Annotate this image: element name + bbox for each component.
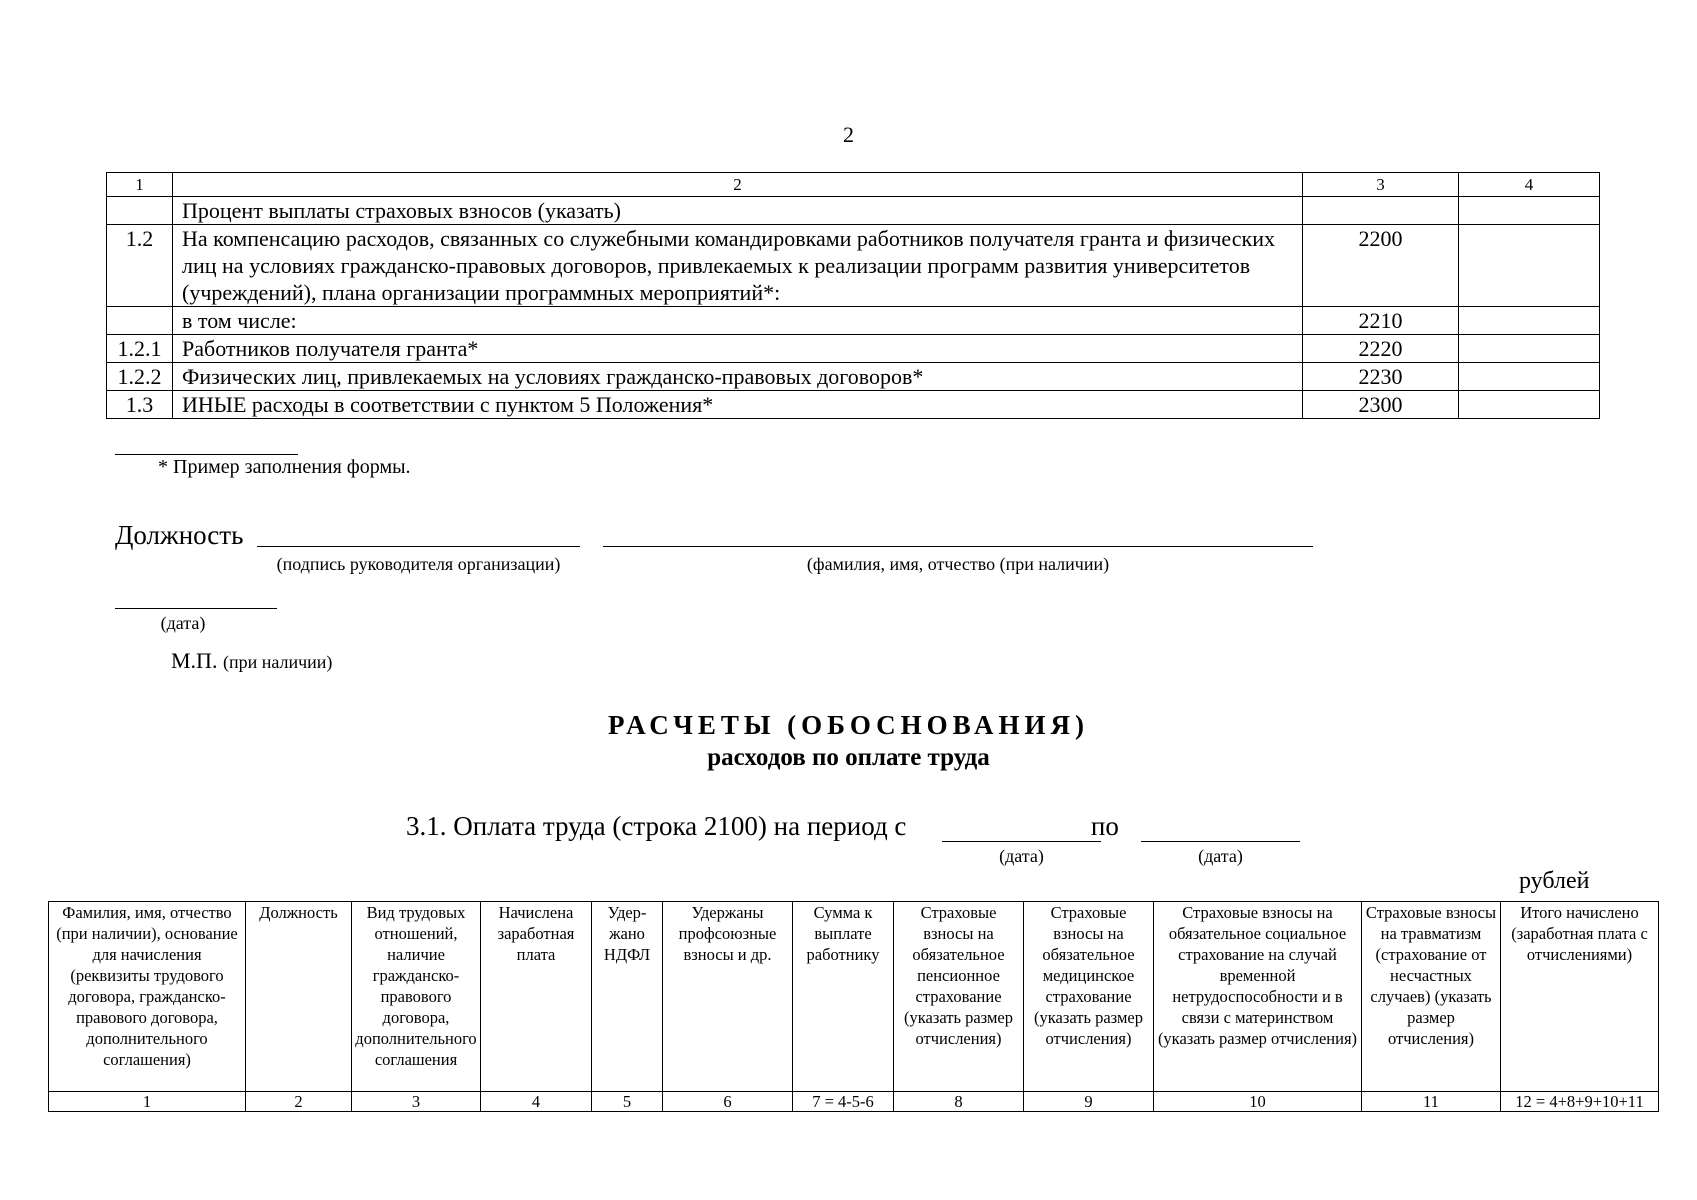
row-code: 2200 [1303, 225, 1459, 307]
row-number: 1.2.1 [107, 335, 173, 363]
currency-unit: рублей [1519, 868, 1590, 894]
header-cell: 3 [1303, 173, 1459, 197]
row-number: 1.3 [107, 391, 173, 419]
row-number [107, 197, 173, 225]
row-text: Процент выплаты страховых взносов (указать) [173, 197, 1303, 225]
row-code: 2300 [1303, 391, 1459, 419]
table-row [107, 225, 1600, 307]
column-number: 6 [663, 1092, 793, 1112]
column-number: 7 = 4-5-6 [793, 1092, 894, 1112]
header-cell: Страховые взносы на обязательное медицинское страхование (указать размер отчисления) [1024, 902, 1154, 1092]
row-code: 2220 [1303, 335, 1459, 363]
row-code [1303, 197, 1459, 225]
table-row [107, 307, 1600, 335]
period-line [406, 811, 1119, 842]
header-cell: Сумма к выплате работнику [793, 902, 894, 1092]
column-number: 9 [1024, 1092, 1154, 1112]
header-cell: Вид трудовых отношений, наличие гражданско-правового договора, дополнительного соглашения [352, 902, 481, 1092]
header-cell: Итого начислено (заработная плата с отчислениями) [1501, 902, 1659, 1092]
date-from-line [942, 841, 1101, 842]
header-cell: 2 [173, 173, 1303, 197]
name-line [603, 546, 1313, 547]
payroll-table [48, 901, 1659, 1112]
column-number: 2 [246, 1092, 352, 1112]
payroll-number-row [49, 1092, 1659, 1112]
header-cell: 4 [1459, 173, 1600, 197]
date-caption: (дата) [160, 613, 206, 633]
header-cell: Удержаны профсоюзные взносы и др. [663, 902, 793, 1092]
name-caption: (фамилия, имя, отчество (при наличии) [806, 554, 1110, 574]
row-value [1459, 197, 1600, 225]
column-number: 8 [894, 1092, 1024, 1112]
table-row [107, 391, 1600, 419]
stamp-note: (при наличии) [222, 652, 333, 672]
row-value [1459, 307, 1600, 335]
row-text: ИНЫЕ расходы в соответствии с пунктом 5 Положения* [173, 391, 1303, 419]
column-number: 1 [49, 1092, 246, 1112]
page-number: 2 [843, 122, 854, 147]
footnote-separator [115, 454, 298, 455]
position-label: Должность [115, 520, 244, 550]
expenses-table [106, 172, 1600, 419]
row-text: Физических лиц, привлекаемых на условиях гражданско-правовых договоров* [173, 363, 1303, 391]
document-subtitle: расходов по оплате труда [707, 744, 990, 771]
column-number: 5 [592, 1092, 663, 1112]
document-title: РАСЧЕТЫ (ОБОСНОВАНИЯ) [608, 710, 1089, 740]
column-number: 12 = 4+8+9+10+11 [1501, 1092, 1659, 1112]
date-from-caption: (дата) [999, 846, 1044, 866]
signature-line [257, 546, 580, 547]
header-cell: 1 [107, 173, 173, 197]
table-row [107, 363, 1600, 391]
row-text: Работников получателя гранта* [173, 335, 1303, 363]
column-number: 3 [352, 1092, 481, 1112]
header-cell: Фамилия, имя, отчество (при наличии), основание для начисления (реквизиты трудового договора, гражданско-правового договора, дополнительного соглашения) [49, 902, 246, 1092]
stamp-text: М.П. [171, 648, 218, 673]
column-number: 10 [1154, 1092, 1362, 1112]
column-number: 11 [1362, 1092, 1501, 1112]
table-row [107, 197, 1600, 225]
row-number: 1.2 [107, 225, 173, 307]
header-cell: Удер-жано НДФЛ [592, 902, 663, 1092]
period-label: 3.1. Оплата труда (строка 2100) на период с [406, 811, 907, 841]
table-header-row [107, 173, 1600, 197]
row-value [1459, 391, 1600, 419]
row-text: в том числе: [173, 307, 1303, 335]
row-value [1459, 335, 1600, 363]
row-code: 2230 [1303, 363, 1459, 391]
header-cell: Страховые взносы на обязательное пенсионное страхование (указать размер отчисления) [894, 902, 1024, 1092]
stamp-label [171, 648, 332, 674]
row-value [1459, 363, 1600, 391]
header-cell: Начислена заработная плата [481, 902, 592, 1092]
signature-caption: (подпись руководителя организации) [276, 554, 561, 574]
row-text: На компенсацию расходов, связанных со служебными командировками работников получателя гранта и физических лиц на условиях гражданско-правовых договоров, привлекаемых к реализации программ развития университетов (учреждений), плана организации программных мероприятий*: [173, 225, 1303, 307]
column-number: 4 [481, 1092, 592, 1112]
date-to-line [1141, 841, 1300, 842]
period-to-label: по [1090, 811, 1119, 841]
header-cell: Страховые взносы на травматизм (страхование от несчастных случаев) (указать размер отчисления) [1362, 902, 1501, 1092]
table-row [107, 335, 1600, 363]
row-value [1459, 225, 1600, 307]
date-to-caption: (дата) [1198, 846, 1243, 866]
row-code: 2210 [1303, 307, 1459, 335]
row-number: 1.2.2 [107, 363, 173, 391]
header-cell: Должность [246, 902, 352, 1092]
payroll-header-row [49, 902, 1659, 1092]
date-line [115, 608, 277, 609]
header-cell: Страховые взносы на обязательное социальное страхование на случай временной нетрудоспособности и в связи с материнством (указать размер отчисления) [1154, 902, 1362, 1092]
footnote: * Пример заполнения формы. [158, 456, 411, 478]
row-number [107, 307, 173, 335]
